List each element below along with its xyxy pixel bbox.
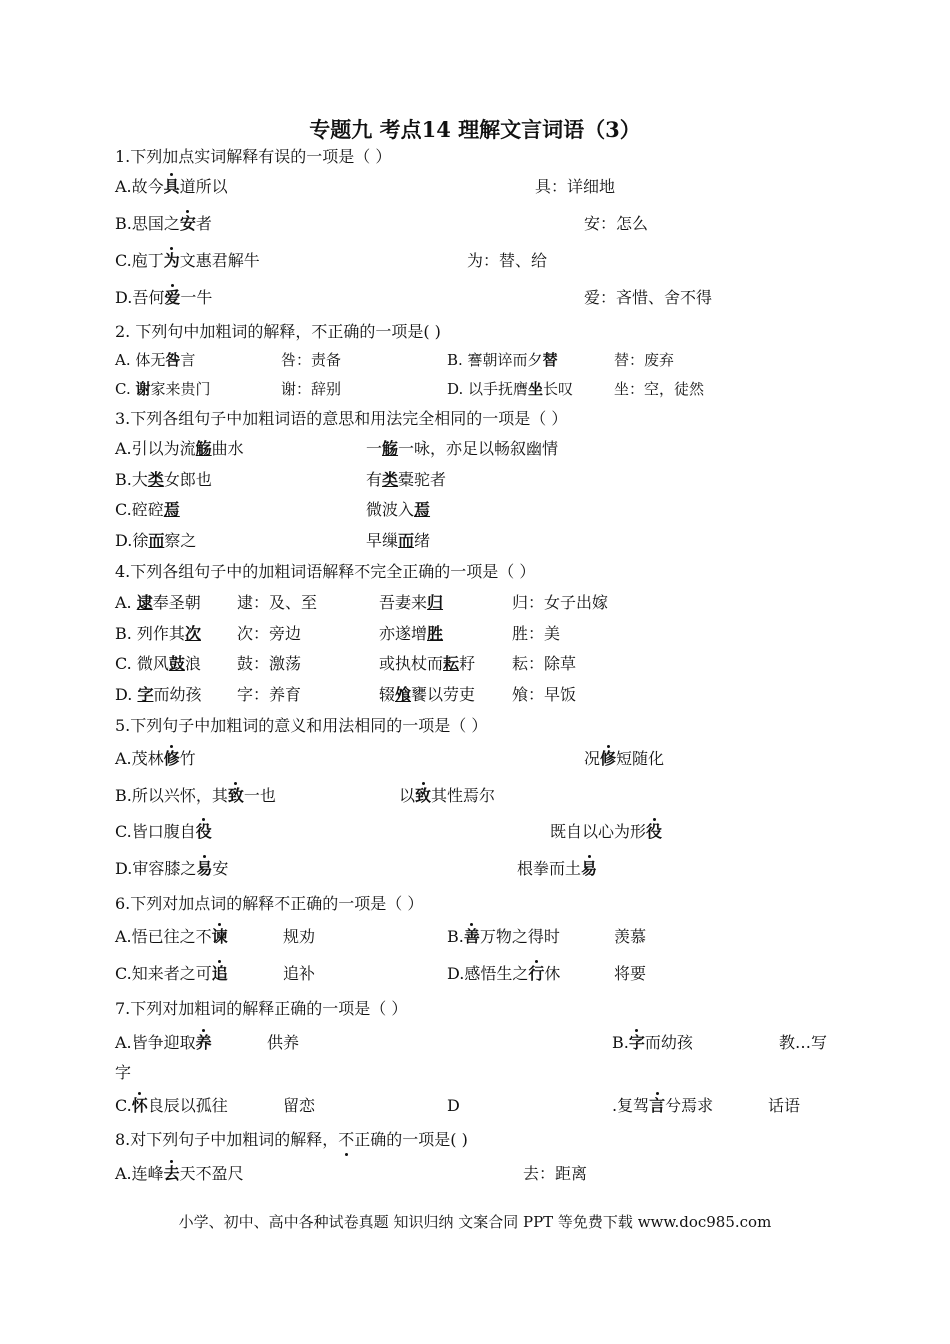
text-segment: A.连峰: [115, 1164, 164, 1183]
bold-keyword: 咎: [165, 351, 181, 369]
text-segment: C.: [115, 380, 136, 398]
q4-option-c-answer-1: 鼓：激荡: [237, 654, 302, 673]
q4-option-a-answer-2: 归：女子出嫁: [512, 593, 609, 612]
question-3-stem: 3.下列各组句子中加粗词语的意思和用法完全相同的一项是（ ）: [115, 409, 568, 428]
q7-option-b-answer-wrap: 字: [115, 1063, 132, 1082]
dotted-word: 去: [163, 1164, 180, 1183]
dotted-word: 修: [163, 749, 180, 768]
q2-option-d: [447, 379, 573, 399]
q4-option-b-right: [379, 624, 443, 644]
q7-option-b: [612, 1033, 693, 1053]
q6-option-c-answer: 追补: [283, 964, 316, 983]
text-segment: A.皆争迎取: [115, 1033, 196, 1052]
text-segment: 竹: [179, 749, 196, 768]
text-segment: 况: [584, 749, 601, 768]
q3-option-d-left: [115, 531, 196, 551]
text-segment: 浪: [184, 654, 201, 673]
q4-option-d-right: [379, 685, 475, 705]
q7-option-c: [115, 1096, 228, 1116]
dotted-word: 安: [179, 214, 196, 233]
q6-option-b: [447, 927, 560, 947]
question-7-stem: 7.下列对加粗词的解释正确的一项是（ ）: [115, 999, 408, 1018]
dotted-word: 致: [227, 786, 244, 805]
q1-option-b-answer: 安：怎么: [584, 214, 649, 233]
bold-keyword: 焉: [163, 500, 180, 519]
text-segment: .复驾: [612, 1096, 650, 1115]
text-segment: A.: [115, 593, 137, 612]
text-segment: 女郎也: [163, 470, 212, 489]
text-segment: 亦遂增: [379, 624, 428, 643]
text-segment: D.徐: [115, 531, 149, 550]
question-2-stem: 2. 下列句中加粗词的解释，不正确的一项是( ): [115, 322, 441, 341]
q7-option-d-label: D: [447, 1096, 460, 1115]
text-segment: 天不盈尺: [179, 1164, 244, 1183]
q4-option-a-left: [115, 593, 201, 613]
q3-option-a-left: [115, 439, 244, 459]
text-segment: B.所以兴怀，其: [115, 786, 228, 805]
q5-option-a-left: [115, 749, 196, 769]
q3-option-d-right: [366, 531, 430, 551]
bold-keyword: 而: [148, 531, 165, 550]
question-1-stem: 1.下列加点实词解释有误的一项是（ ）: [115, 147, 392, 166]
dotted-word: 修: [600, 749, 617, 768]
q3-option-b-left: [115, 470, 212, 490]
text-segment: 曲水: [211, 439, 244, 458]
q2-option-b: [447, 350, 558, 370]
q4-option-b-left: [115, 624, 201, 644]
q3-option-a-right: [366, 439, 558, 459]
q5-option-c-left: [115, 822, 212, 842]
text-segment: 橐驼者: [398, 470, 447, 489]
q4-option-c-left: [115, 654, 201, 674]
bold-keyword: 觞: [195, 439, 212, 458]
dotted-word: 爱: [164, 288, 181, 307]
q5-option-b-right: [399, 786, 495, 806]
text-segment: 察之: [164, 531, 197, 550]
q1-option-d: [115, 288, 212, 308]
q4-option-b-answer-2: 胜：美: [512, 624, 561, 643]
dotted-word: 役: [195, 822, 212, 841]
q1-option-c-answer: 为：替、给: [467, 251, 548, 270]
bold-keyword: 替: [542, 351, 558, 369]
q6-option-a: [115, 927, 228, 947]
text-segment: 文惠君解牛: [179, 251, 260, 270]
text-segment: D.: [115, 685, 138, 704]
question-4-stem: 4.下列各组句子中的加粗词语解释不完全正确的一项是（ ）: [115, 562, 536, 581]
dotted-word: 字: [628, 1033, 645, 1052]
q4-option-d-left: [115, 685, 201, 705]
text-segment: 有: [366, 470, 383, 489]
dotted-word: 不: [338, 1130, 355, 1149]
text-segment: C.: [115, 1096, 132, 1115]
q7-option-b-answer: 教…写: [779, 1033, 828, 1052]
text-segment: 微波入: [366, 500, 415, 519]
text-segment: 万物之得时: [479, 927, 560, 946]
text-segment: 辍: [379, 685, 396, 704]
text-segment: 而幼孩: [153, 685, 202, 704]
text-segment: A.茂林: [115, 749, 164, 768]
text-segment: B.: [447, 927, 464, 946]
bold-keyword: 字: [137, 685, 154, 704]
bold-keyword: 次: [184, 624, 201, 643]
q5-option-a-right: [584, 749, 664, 769]
q6-option-d: [447, 964, 560, 984]
text-segment: 吾妻来: [379, 593, 428, 612]
q2-option-c-answer: 谢：辞别: [281, 380, 342, 398]
text-segment: B.思国之: [115, 214, 180, 233]
text-segment: 言: [180, 351, 196, 369]
q6-option-b-answer: 羡慕: [614, 927, 647, 946]
text-segment: A.故今: [115, 177, 164, 196]
text-segment: 安: [212, 859, 229, 878]
question-5-stem: 5.下列句子中加粗词的意义和用法相同的一项是（ ）: [115, 716, 488, 735]
q7-option-d-answer: 话语: [768, 1096, 801, 1115]
dotted-word: 易: [581, 859, 598, 878]
q2-option-b-answer: 替：废弃: [614, 351, 675, 369]
text-segment: 正确的一项是( ): [354, 1130, 468, 1149]
text-segment: 兮焉求: [665, 1096, 714, 1115]
dotted-word: 谏: [211, 927, 228, 946]
bold-keyword: 坐: [528, 380, 544, 398]
dotted-word: 役: [646, 822, 663, 841]
text-segment: B.: [612, 1033, 629, 1052]
q2-option-d-answer: 坐：空，徒然: [614, 380, 705, 398]
q2-option-a: [115, 350, 195, 370]
dotted-word: 易: [196, 859, 213, 878]
q1-option-a-answer: 具：详细地: [535, 177, 616, 196]
bold-keyword: 觞: [382, 439, 399, 458]
q6-option-c: [115, 964, 228, 984]
text-segment: D.感悟生之: [447, 964, 529, 983]
bold-keyword: 胜: [427, 624, 444, 643]
q4-option-c-answer-2: 耘：除草: [512, 654, 577, 673]
text-segment: 而幼孩: [644, 1033, 693, 1052]
text-segment: D.审容膝之: [115, 859, 197, 878]
q7-option-d: [612, 1096, 713, 1116]
text-segment: 其性焉尔: [431, 786, 496, 805]
q7-option-a-answer: 供养: [267, 1033, 300, 1052]
q6-option-a-answer: 规劝: [283, 927, 316, 946]
q2-option-c: [115, 379, 211, 399]
dotted-word: 养: [195, 1033, 212, 1052]
page-title: 专题九 考点14 理解文言词语（3）: [309, 117, 641, 142]
text-segment: 根拳而土: [517, 859, 582, 878]
q1-option-a: [115, 177, 228, 197]
text-segment: 短随化: [616, 749, 665, 768]
text-segment: D. 以手抚膺: [447, 380, 529, 398]
text-segment: 既自以心为形: [550, 822, 647, 841]
q7-option-c-answer: 留恋: [283, 1096, 316, 1115]
q5-option-c-right: [550, 822, 662, 842]
text-segment: B. 列作其: [115, 624, 185, 643]
q4-option-b-answer-1: 次：旁边: [237, 624, 302, 643]
dotted-word: 为: [163, 251, 180, 270]
dotted-word: 行: [528, 964, 545, 983]
bold-keyword: 而: [398, 531, 415, 550]
bold-keyword: 鼓: [168, 654, 185, 673]
q4-option-a-answer-1: 逮：及、至: [237, 593, 318, 612]
bold-keyword: 类: [382, 470, 399, 489]
text-segment: C.庖丁: [115, 251, 164, 270]
dotted-word: 言: [649, 1096, 666, 1115]
question-8-stem: [115, 1130, 468, 1150]
text-segment: 者: [195, 214, 212, 233]
q4-option-d-answer-1: 字：养育: [237, 685, 302, 704]
q3-option-c-right: [366, 500, 430, 520]
text-segment: A.引以为流: [115, 439, 196, 458]
dotted-word: 具: [163, 177, 180, 196]
text-segment: C.知来者之可: [115, 964, 212, 983]
q3-option-b-right: [366, 470, 446, 490]
text-segment: 以: [399, 786, 416, 805]
page-footer: 小学、初中、高中各种试卷真题 知识归纳 文案合同 PPT 等免费下载 www.doc985.com: [178, 1213, 772, 1231]
bold-keyword: 飧: [395, 685, 412, 704]
text-segment: 一: [366, 439, 383, 458]
text-segment: A. 体无: [115, 351, 166, 369]
q5-option-d-right: [517, 859, 597, 879]
q8-option-a-answer: 去：距离: [523, 1164, 588, 1183]
q6-option-d-answer: 将要: [614, 964, 647, 983]
q2-option-a-answer: 咎：责备: [281, 351, 342, 369]
text-segment: C. 微风: [115, 654, 169, 673]
dotted-word: 善: [463, 927, 480, 946]
q8-option-a: [115, 1164, 244, 1184]
q4-option-a-right: [379, 593, 443, 613]
text-segment: B. 謇朝谇而夕: [447, 351, 543, 369]
text-segment: 耔: [459, 654, 476, 673]
text-segment: B.大: [115, 470, 148, 489]
bold-keyword: 耘: [443, 654, 460, 673]
q5-option-b-left: [115, 786, 276, 806]
text-segment: 一咏，亦足以畅叙幽情: [398, 439, 559, 458]
text-segment: 早缫: [366, 531, 399, 550]
text-segment: 休: [544, 964, 561, 983]
bold-keyword: 逮: [136, 593, 153, 612]
text-segment: 家来贵门: [150, 380, 211, 398]
text-segment: C.皆口腹自: [115, 822, 196, 841]
bold-keyword: 归: [427, 593, 444, 612]
text-segment: 绪: [414, 531, 431, 550]
text-segment: 奉圣朝: [152, 593, 201, 612]
q5-option-d-left: [115, 859, 228, 879]
text-segment: 长叹: [543, 380, 574, 398]
dotted-word: 致: [415, 786, 432, 805]
text-segment: D.吾何: [115, 288, 165, 307]
q4-option-c-right: [379, 654, 475, 674]
bold-keyword: 谢: [135, 380, 151, 398]
bold-keyword: 焉: [414, 500, 431, 519]
q1-option-c: [115, 251, 260, 271]
text-segment: A.悟已往之不: [115, 927, 212, 946]
dotted-word: 追: [211, 964, 228, 983]
text-segment: C.硿硿: [115, 500, 164, 519]
q7-option-a: [115, 1033, 212, 1053]
dotted-word: 怀: [131, 1096, 148, 1115]
q3-option-c-left: [115, 500, 180, 520]
bold-keyword: 类: [147, 470, 164, 489]
text-segment: 饔以劳吏: [411, 685, 476, 704]
text-segment: 8.对下列句子中加粗词的解释，: [115, 1130, 339, 1149]
text-segment: 一牛: [180, 288, 213, 307]
q1-option-d-answer: 爱：吝惜、舍不得: [584, 288, 713, 307]
text-segment: 道所以: [179, 177, 228, 196]
q4-option-d-answer-2: 飧：早饭: [512, 685, 577, 704]
question-6-stem: 6.下列对加点词的解释不正确的一项是（ ）: [115, 894, 424, 913]
q1-option-b: [115, 214, 212, 234]
text-segment: 或执杖而: [379, 654, 444, 673]
text-segment: 良辰以孤往: [147, 1096, 228, 1115]
text-segment: 一也: [243, 786, 276, 805]
